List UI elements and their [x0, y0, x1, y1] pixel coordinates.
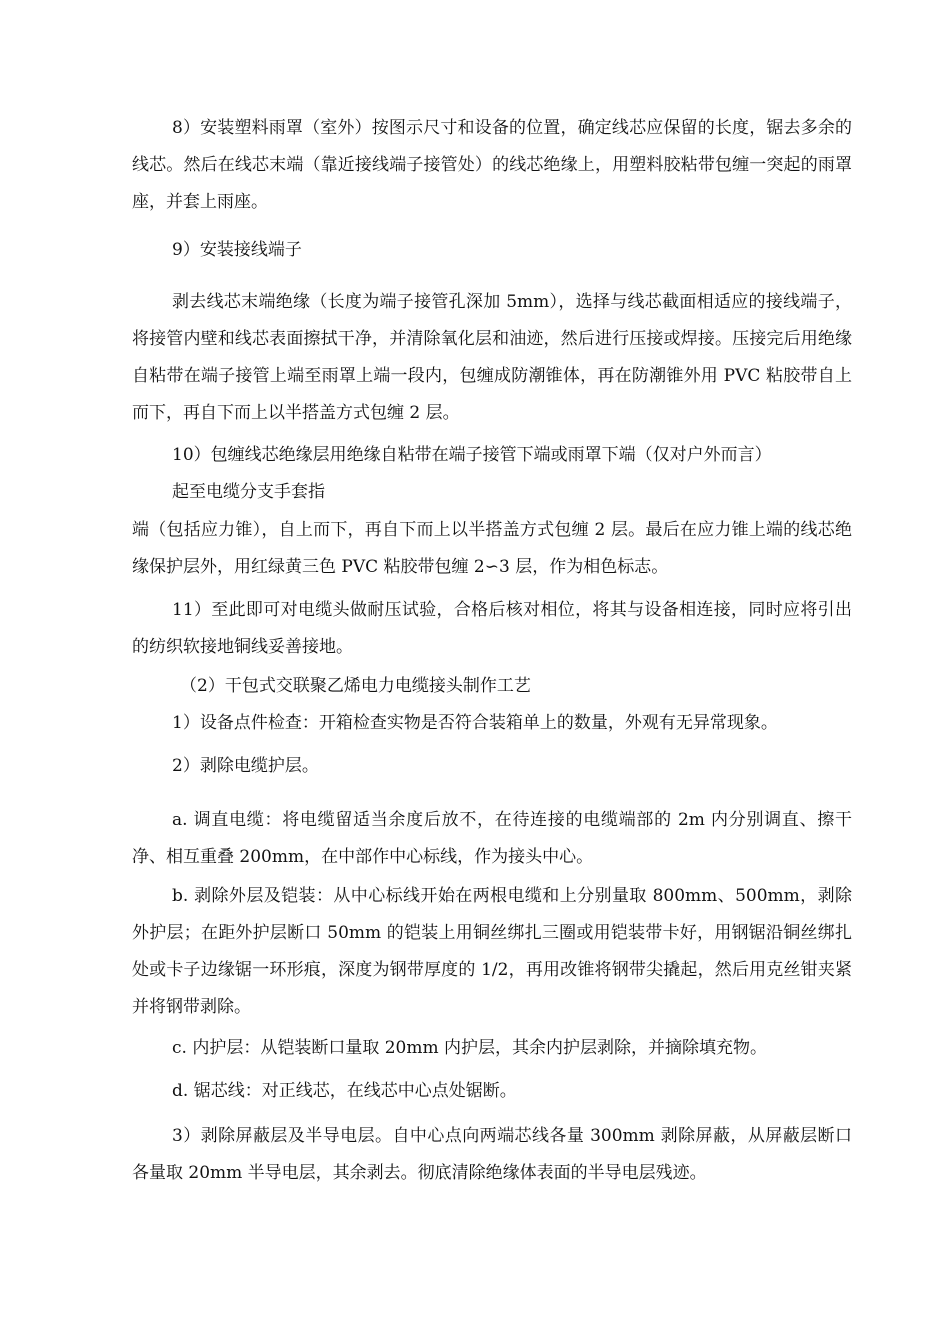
paragraph-step-8: 8）安装塑料雨罩（室外）按图示尺寸和设备的位置，确定线芯应保留的长度，锯去多余的线芯。然后在线芯末端（靠近接线端子接管处）的线芯绝缘上，用塑料胶粘带包缠一突起的雨罩座，并套上雨座。	[132, 118, 852, 212]
paragraph-step-10-line-1: 10）包缠线芯绝缘层用绝缘自粘带在端子接管下端或雨罩下端（仅对户外而言）	[172, 445, 772, 465]
heading-step-9: 9）安装接线端子	[172, 240, 302, 260]
paragraph-section-2-step-3: 3）剥除屏蔽层及半导电层。自中心点向两端芯线各量 300mm 剥除屏蔽，从屏蔽层断口各量取 20mm 半导电层，其余剥去。彻底清除绝缘体表面的半导电层残迹。	[132, 1126, 852, 1183]
paragraph-section-2-step-2: 2）剥除电缆护层。	[172, 756, 319, 776]
paragraph-item-a: a. 调直电缆：将电缆留适当余度后放不，在待连接的电缆端部的 2m 内分别调直、擦干净、相互重叠 200mm，在中部作中心标线，作为接头中心。	[132, 810, 852, 867]
paragraph-step-10-continued: 端（包括应力锥），自上而下，再自下而上以半搭盖方式包缠 2 层。最后在应力锥上端的线芯绝缘保护层外，用红绿黄三色 PVC 粘胶带包缠 2∽3 层，作为相色标志。	[132, 520, 852, 577]
paragraph-item-d: d. 锯芯线：对正线芯，在线芯中心点处锯断。	[172, 1081, 517, 1101]
paragraph-section-2-step-1: 1）设备点件检查：开箱检查实物是否符合装箱单上的数量，外观有无异常现象。	[172, 713, 778, 733]
paragraph-step-9-body: 剥去线芯末端绝缘（长度为端子接管孔深加 5mm），选择与线芯截面相适应的接线端子，将接管内壁和线芯表面擦拭干净，并清除氧化层和油迹，然后进行压接或焊接。压接完后用绝缘自粘带在端子接管上端至雨罩上端一段内，包缠成防潮锥体，再在防潮锥外用 PVC 粘胶带自上而下，再自下而上以半搭盖方式包缠 2 层。	[132, 292, 852, 423]
paragraph-item-b: b. 剥除外层及铠装：从中心标线开始在两根电缆和上分别量取 800mm、500mm，剥除外护层；在距外护层断口 50mm 的铠装上用铜丝绑扎三圈或用铠装带卡好，用钢锯沿铜丝绑扎处或卡子边缘锯一环形痕，深度为钢带厚度的 1/2，再用改锥将钢带尖撬起，然后用克丝钳夹紧并将钢带剥除。	[132, 886, 852, 1017]
section-heading-2: （2）干包式交联聚乙烯电力电缆接头制作工艺	[180, 676, 531, 696]
paragraph-step-10-line-2: 起至电缆分支手套指	[172, 482, 325, 502]
paragraph-step-11: 11）至此即可对电缆头做耐压试验，合格后核对相位，将其与设备相连接，同时应将引出的纺织软接地铜线妥善接地。	[132, 600, 852, 657]
paragraph-item-c: c. 内护层：从铠装断口量取 20mm 内护层，其余内护层剥除，并摘除填充物。	[172, 1038, 768, 1058]
